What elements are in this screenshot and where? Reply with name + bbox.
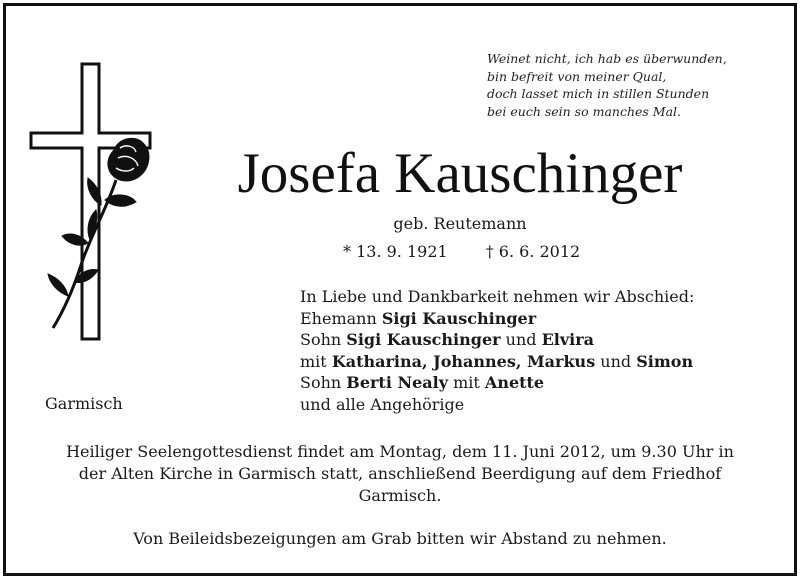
mourner-line	[300, 329, 694, 351]
death-date: † 6. 6. 2012	[485, 242, 581, 261]
relation-text: Sohn	[300, 330, 347, 349]
mourner-name: Simon	[636, 351, 694, 371]
mourner-line	[300, 351, 694, 373]
relation-text: und	[500, 330, 542, 349]
relation-text: mit	[448, 373, 485, 392]
mourner-line	[300, 372, 694, 394]
service-line: der Alten Kirche in Garmisch statt, anschließend Beerdigung auf dem Friedhof	[78, 464, 722, 483]
service-info	[30, 441, 770, 507]
poem-line: bin befreit von meiner Qual,	[487, 68, 667, 84]
poem-line: Weinet nicht, ich hab es überwunden,	[487, 51, 727, 66]
birth-date: * 13. 9. 1921	[343, 242, 448, 261]
relation-text: und	[595, 351, 637, 371]
mourner-name: Sigi Kauschinger	[381, 308, 537, 328]
service-line: Garmisch.	[358, 486, 442, 505]
condolence-request: Von Beileidsbezeigungen am Grab bitten wir Abstand zu nehmen.	[133, 529, 667, 548]
mourner-name: Sigi Kauschinger	[346, 330, 501, 349]
mourner-name: Elvira	[541, 330, 595, 349]
place-name: Garmisch	[45, 394, 123, 413]
mourner-name: Anette	[484, 373, 545, 392]
service-line: Heiliger Seelengottesdienst findet am Montag, dem 11. Juni 2012, um 9.30 Uhr in	[66, 442, 734, 461]
mourner-line: und alle Angehörige	[300, 394, 465, 414]
poem-line: doch lasset mich in stillen Stunden	[487, 86, 710, 101]
poem	[487, 50, 727, 120]
mourner-line	[300, 308, 694, 330]
life-dates	[343, 242, 580, 261]
relation-text: Ehemann	[300, 308, 382, 328]
mourners-list	[300, 286, 694, 415]
cross-with-rose	[26, 60, 161, 345]
relation-text: mit	[300, 351, 332, 371]
relation-text: Sohn	[300, 373, 347, 392]
mourners-intro: In Liebe und Dankbarkeit nehmen wir Abschied:	[300, 287, 695, 306]
mourner-name: Berti Nealy	[346, 373, 449, 392]
maiden-name: geb. Reutemann	[393, 214, 527, 233]
poem-line: bei euch sein so manches Mal.	[487, 103, 682, 119]
deceased-name: Josefa Kauschinger	[237, 142, 683, 205]
mourner-name: Katharina, Johannes, Markus	[331, 351, 596, 371]
